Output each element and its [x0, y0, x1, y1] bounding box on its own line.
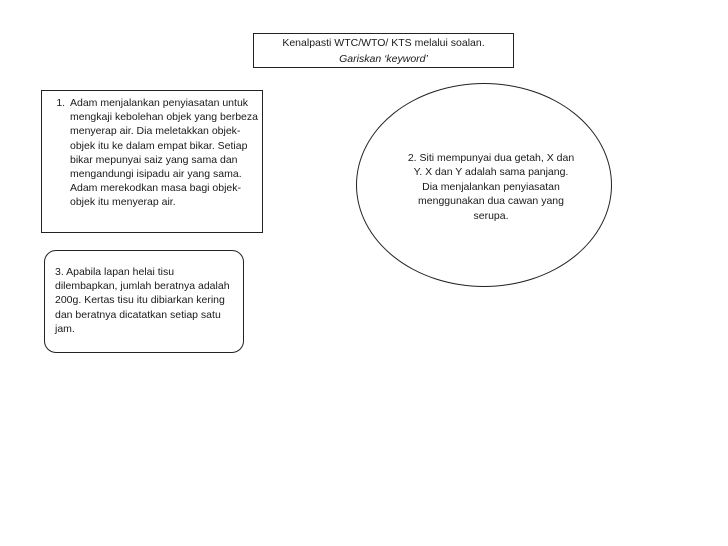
title-box — [253, 33, 514, 68]
question-3-text: 3. Apabila lapan helai tisu dilembapkan, jumlah beratnya adalah 200g. Kertas tisu itu dibiarkan kering dan beratnya dicatatkan setiap satu jam. — [55, 266, 230, 335]
question-2-oval — [356, 83, 612, 287]
question-1-text: 1. Adam menjalankan penyiasatan untuk mengkaji kebolehan objek yang berbeza menyerap air. Dia meletakkan objek-objek itu ke dalam empat bikar. Setiap bikar mepunyai saiz yang sama dan mengandungi isipadu air yang sama. Adam merekodkan masa bagi objek-objek itu menyerap air. — [68, 96, 258, 210]
question-2-text: 2. Siti mempunyai dua getah, X dan Y. X dan Y adalah sama panjang. Dia menjalankan penyiasatan menggunakan dua cawan yang serupa. — [407, 151, 575, 222]
title-instruction: Kenalpasti WTC/WTO/ KTS melalui soalan. — [282, 37, 485, 49]
title-subinstruction: Gariskan ‘keyword’ — [339, 53, 428, 65]
question-1-box — [41, 90, 263, 233]
question-3-box — [44, 250, 244, 353]
